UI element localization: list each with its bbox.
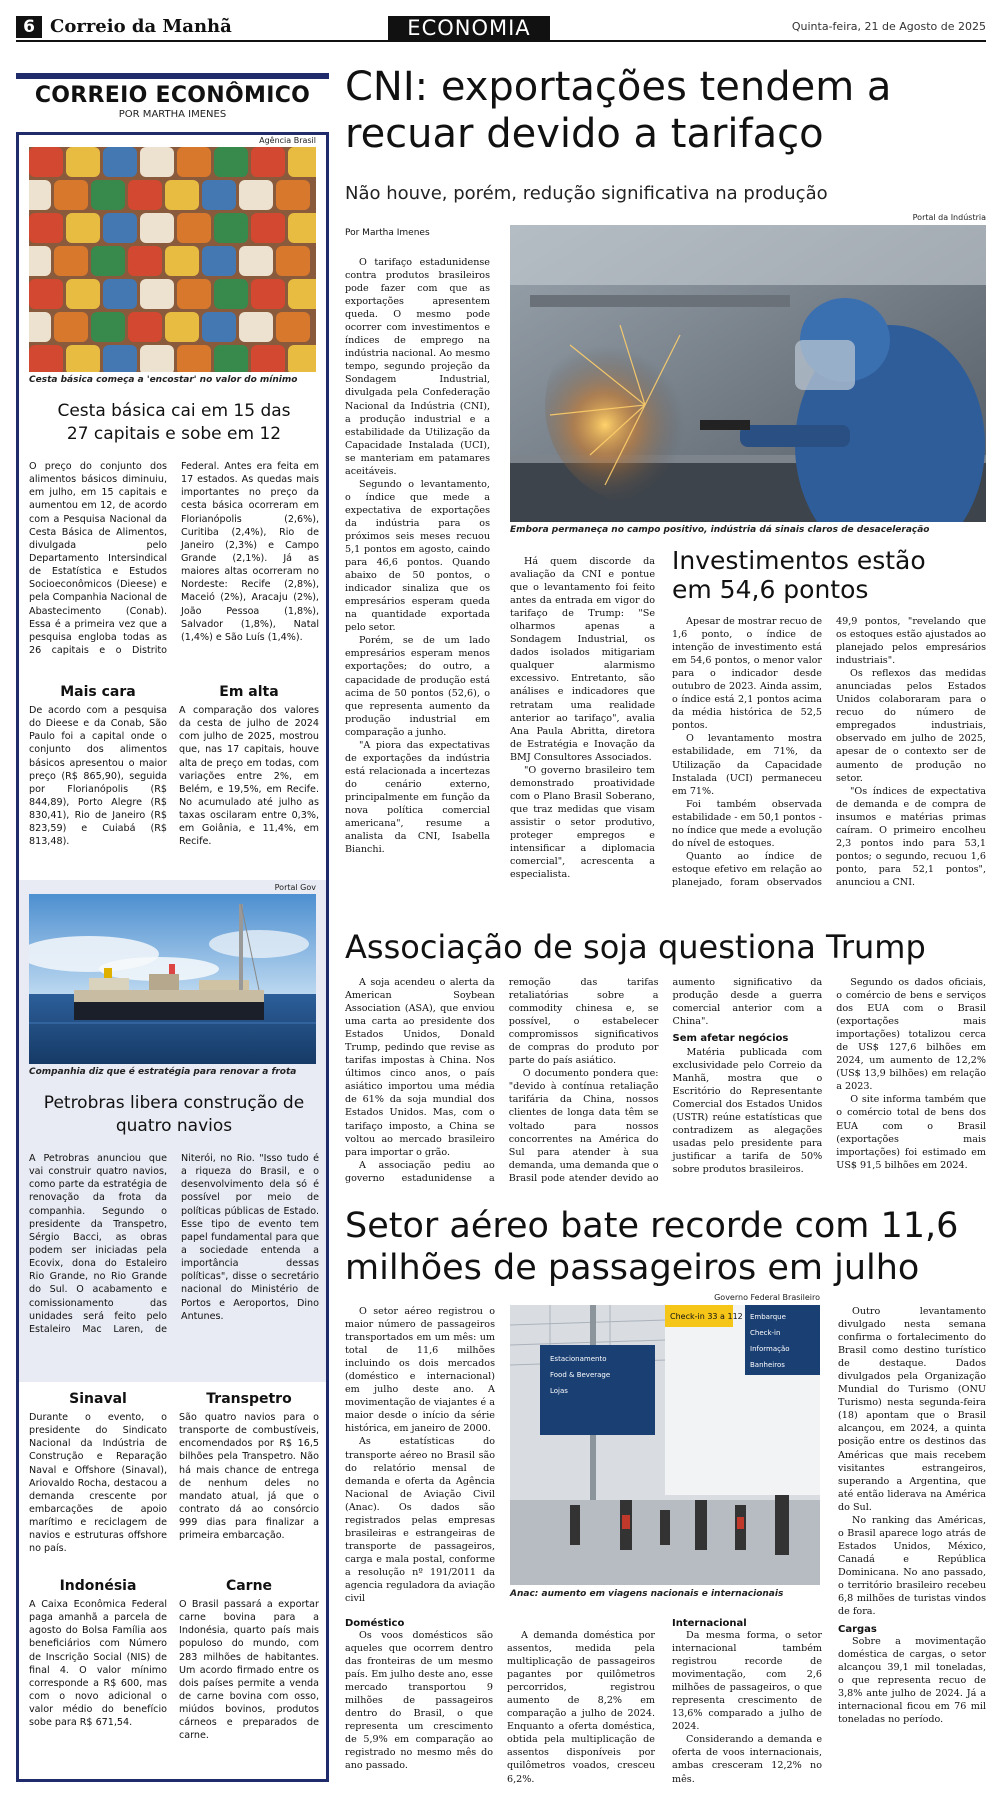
grocery-bag bbox=[214, 147, 248, 177]
grocery-bag bbox=[251, 345, 285, 372]
grocery-bag bbox=[128, 246, 162, 276]
grocery-bag bbox=[66, 147, 100, 177]
paragraph: O setor aéreo registrou o maior número de passageiros transportados em um mês: um total de 11,6 milhões incluindo os dois mercados (doméstico e internacional) em julho deste ano. A movimentação de viajantes é a maior desde o início da série histórica, em janeiro de 2000. bbox=[345, 1306, 495, 1435]
grocery-bag bbox=[288, 147, 316, 177]
sidebar-column bbox=[16, 73, 329, 1787]
airport-photo bbox=[510, 1305, 820, 1585]
sidebar-byline: POR MARTHA IMENES bbox=[118, 109, 227, 120]
brand-name: Correio da Manhã bbox=[50, 16, 232, 37]
ship-photo bbox=[29, 894, 316, 1064]
note-indonesia bbox=[29, 1578, 167, 1729]
note-title: Indonésia bbox=[59, 1578, 137, 1594]
grocery-bag bbox=[202, 246, 236, 276]
paragraph: Apesar de mostrar recuo de 1,6 ponto, o índice de intenção de investimento está em 54,6 pontos, o menor valor para o indicador desde outubro de 2023. Ainda assim, o índice está 2,1 pontos acima da média histórica de 52,5 pontos. bbox=[672, 616, 822, 732]
grocery-bag bbox=[29, 180, 51, 210]
grocery-bag bbox=[29, 147, 63, 177]
grocery-bag bbox=[239, 180, 273, 210]
domestico-section bbox=[345, 1618, 655, 1786]
note-sinaval bbox=[29, 1391, 167, 1556]
internacional-section bbox=[672, 1618, 822, 1786]
grocery-bag bbox=[103, 345, 137, 372]
soja-body bbox=[345, 976, 986, 1194]
food-basket-photo bbox=[29, 147, 316, 372]
sidebar-frame bbox=[16, 132, 329, 1782]
note-title: Sinaval bbox=[69, 1391, 127, 1407]
grocery-bag bbox=[288, 213, 316, 243]
paragraph: O site informa também que o comércio total de bens dos EUA com o Brasil (exportações mais importações) foi estimado em US$ 91,5 bilhões em 2024. bbox=[836, 1094, 986, 1171]
grocery-bag bbox=[103, 213, 137, 243]
paragraph: Matéria publicada com exclusividade pelo Correio da Manhã, mostra que o Escritório do Representante Comercial dos Estados Unidos (USTR) reúne estatísticas que contradizem as alegações usadas pelo presidente para justificar a tarifa de 50% sobre produtos brasileiros. bbox=[672, 1046, 823, 1176]
paragraph: "O governo brasileiro tem demonstrado proatividade com o Plano Brasil Soberano, que traz medidas que visam assistir o setor produtivo, proteger empregos e intensificar a diplomacia comercial", acrescenta a especialista. bbox=[510, 764, 655, 881]
note-body: São quatro navios para o transporte de combustíveis, encomendados por R$ 16,5 bilhões pela Transpetro. Não há mais chance de entrega de nenhum deles no mandato atual, já que o contrato dá ao consórcio 999 dias para finalizar a primeira embarcação. bbox=[179, 1412, 319, 1542]
paragraph: Da mesma forma, o setor internacional também registrou recorde de movimentação, com 2,6 milhões de passageiros, o que representa crescimento de 13,6% comparado a julho de 2024. bbox=[672, 1630, 822, 1733]
paragraph: O tarifaço estadunidense contra produtos brasileiros pode fazer com que as exportações apresentem queda. O mesmo pode ocorrer com investimentos e índices de emprego na indústria nacional. Ao mesmo tempo, segundo projeção da Sondagem Industrial, divulgada pela Confederação Nacional da Indústria (CNI), a produção industrial e a estabilidade da Utilização da Capacidade Instalada (UCI), se manteriam em patamares aceitáveis. bbox=[345, 257, 490, 477]
photo-credit: Portal da Indústria bbox=[912, 213, 986, 222]
paragraph: No ranking das Américas, o Brasil aparece logo atrás de Estados Unidos, México, Canadá e República Dominicana. No ano passado, o território brasileiro recebeu 6,8 milhões de turistas vindos de fora. bbox=[838, 1514, 986, 1618]
note-body: A Caixa Econômica Federal paga amanhã a parcela de agosto do Bolsa Família aos beneficiários com Número de Inscrição Social (NIS) de final 4. O valor mínimo corresponde a R$ 600, mas com o novo adicional o valor médio do benefício sobe para R$ 671,54. bbox=[29, 1599, 167, 1729]
main-byline: Por Martha Imenes bbox=[345, 228, 430, 238]
photo-caption: Cesta básica começa a 'encostar' no valor do mínimo bbox=[29, 375, 298, 385]
sub-heading: Cargas bbox=[838, 1624, 877, 1636]
paragraph: Quanto ao índice de estoque efetivo em relação ao planejado, foram observados 49,9 pontos, "revelando que os estoques estão ajustados ao planejado pelos empresários industriais". bbox=[672, 616, 986, 888]
sign-parking: Estacionamento bbox=[550, 1355, 607, 1363]
sidebar-top-rule bbox=[16, 73, 329, 79]
cargas-body bbox=[838, 1635, 986, 1726]
grocery-bag bbox=[165, 312, 199, 342]
note-carne bbox=[179, 1578, 319, 1743]
grocery-bag bbox=[54, 246, 88, 276]
grocery-bag bbox=[202, 312, 236, 342]
issue-date: Quinta-feira, 21 de Agosto de 2025 bbox=[791, 20, 986, 33]
photo-credit: Portal Gov bbox=[274, 883, 316, 892]
grocery-bag bbox=[29, 345, 63, 372]
grocery-bag bbox=[239, 312, 273, 342]
photo-caption: Embora permaneça no campo positivo, indústria dá sinais claros de desaceleração bbox=[510, 525, 930, 535]
grocery-bag bbox=[177, 147, 211, 177]
turismo-body bbox=[838, 1305, 986, 1618]
box-title: Em alta bbox=[219, 684, 279, 700]
grocery-bag bbox=[214, 345, 248, 372]
paragraph: A demanda doméstica por assentos, medida pela multiplicação de passageiros pagantes por quilômetros percorridos, registrou aumento de 8,2% em comparação a julho de 2024. Enquanto a oferta doméstica, obtida pela multiplicação de assentos disponíveis por quilômetros voados, cresceu 6,2%. bbox=[507, 1630, 655, 1785]
sign-checkin: Check-in 33 a 112 bbox=[670, 1312, 743, 1321]
grocery-bag bbox=[276, 246, 310, 276]
paragraph: A associação pediu ao governo estadunidense a remoção das tarifas retaliatórias sobre a commodity chinesa e, se possível, o estabelecer compromissos significativos de compras do produto por parte do país asiático. bbox=[345, 977, 659, 1184]
main-subhead: Não houve, porém, redução significativa na produção bbox=[345, 183, 828, 204]
box-body: A comparação dos valores da cesta de julho de 2024 com julho de 2025, mostrou que, nas 17 capitais, houve alta de preço em todas, com variações entre 2%, em Belém, e 19,5%, em Recife. No acumulado até julho as taxas oscilaram entre 0,3%, em Goiânia, e 11,4%, em Recife. bbox=[179, 705, 319, 848]
invest-headline: Investimentos estão em 54,6 pontos bbox=[672, 546, 926, 605]
grocery-bag bbox=[140, 345, 174, 372]
grocery-bag bbox=[202, 180, 236, 210]
paragraph: As estatísticas do transporte aéreo no Brasil são do relatório mensal de demanda e oferta da Agência Nacional de Aviação Civil (Anac). Os dados são registrados pelas empresas brasileiras e estrangeiras de transporte de passageiros, carga e mala postal, conforme a resolução nº 191/2011 da agencia reguladora da aviação civil bbox=[345, 1436, 495, 1605]
sub-heading: Internacional bbox=[672, 1618, 747, 1629]
grocery-bag bbox=[165, 246, 199, 276]
grocery-bag bbox=[288, 345, 316, 372]
paragraph: Os voos domésticos são aqueles que ocorrem dentro das fronteiras de um mesmo país. Em julho deste ano, esse mercado transportou 9 milhões de passageiros dentro do Brasil, o que representa um crescimento de 5,9% em comparação ao registrado no mesmo mês do ano passado. bbox=[345, 1630, 493, 1772]
sign-toilets: Banheiros bbox=[750, 1361, 785, 1369]
grocery-bag bbox=[239, 246, 273, 276]
welder-photo bbox=[510, 225, 986, 522]
grocery-bag bbox=[165, 180, 199, 210]
paragraph: O documento pondera que: "devido à contínua retaliação tarifária da China, nossos clientes de longa data têm se voltado para nossos concorrentes na América do Sul para atender à sua demanda, uma demanda que o Brasil pode atender devido ao aumento significativo da produção desde a guerra comercial anterior com a China". bbox=[508, 977, 823, 1184]
grocery-bag bbox=[103, 279, 137, 309]
paragraph: Outro levantamento divulgado nesta semana confirma o fortalecimento do Brasil como destino turístico de destaque. Dados divulgados pela Organização Mundial do Turismo (ONU Turismo) nesta segunda-feira (18) apontam que o Brasil alcançou, em 2024, a quinta posição entre os destinos das Américas que mais recebem visitantes estrangeiros, superando a Argentina, que até então liderava na América do Sul. bbox=[838, 1306, 986, 1513]
story-body: O preço do conjunto dos alimentos básicos diminuiu, em julho, em 15 capitais e aumentou em 12, de acordo com a Pesquisa Nacional da Cesta Básica de Alimentos, divulgada pelo Departamento Intersindical de Estatística e Estudos Socioeconômicos (Dieese) e pela Companhia Nacional de Abastecimento (Conab). Essa é a primeira vez que a pesquisa engloba todas as 26 capitais e o Distrito Federal. Antes era feita em 17 estados. As quedas mais importantes no preço da cesta básica ocorreram em Florianópolis (2,6%), Curitiba (2,4%), Rio de Janeiro (2,3%) e Campo Grande (2,1%). Já as maiores altas ocorreram no Nordeste: Recife (2,8%), Maceió (2%), Aracaju (2%), João Pessoa (1,8%), Salvador (1,8%), Natal (1,4%) e São Luís (1,4%). bbox=[29, 461, 319, 656]
paragraph: Os reflexos das medidas anunciadas pelos Estados Unidos colaboraram para o recuo do número de empregados industriais, observado em julho de 2025, apesar de o contexto ser de aumento de produção no setor. bbox=[836, 668, 986, 784]
aereo-col-1 bbox=[345, 1305, 495, 1605]
box-mais-cara bbox=[29, 684, 167, 849]
grocery-bag bbox=[54, 312, 88, 342]
photo-caption: Anac: aumento em viagens nacionais e internacionais bbox=[510, 1589, 784, 1599]
grocery-bag bbox=[66, 345, 100, 372]
paragraph: Segundo os dados oficiais, o comércio de bens e serviços dos EUA com o Brasil (exportações mais importações) totalizou cerca de US$ 127,6 bilhões em 2024, um aumento de 12,2% (US$ 13,9 bilhões) em relação a 2023. bbox=[836, 977, 986, 1093]
grocery-bag bbox=[251, 279, 285, 309]
grocery-bag bbox=[177, 345, 211, 372]
petrobras-box bbox=[19, 880, 326, 1382]
sign-shops: Lojas bbox=[550, 1387, 568, 1395]
box-title: Mais cara bbox=[60, 684, 136, 700]
sign-boarding: Embarque bbox=[750, 1313, 786, 1321]
note-body: Durante o evento, o presidente do Sindicato Nacional da Indústria de Construção e Reparação Naval e Offshore (Sinaval), Ariovaldo Rocha, destacou a demanda crescente por embarcações de apoio marítimo e reciclagem de navios e estruturas offshore no país. bbox=[29, 1412, 167, 1555]
grocery-bag bbox=[276, 180, 310, 210]
box-em-alta bbox=[179, 684, 319, 849]
aereo-right-column bbox=[838, 1305, 986, 1726]
domestico-body bbox=[345, 1629, 655, 1786]
main-col-1 bbox=[345, 256, 490, 856]
paragraph: A soja acendeu o alerta da American Soybean Association (ASA), que enviou uma carta ao presidente dos Estados Unidos, Donald Trump, pedindo que revise as tarifas impostas à China. Nos últimos cinco anos, o país asiático importou uma média de 61% da soja mundial dos Estados Unidos. Mas, com o tarifaço imposto, a China se voltou ao mercado brasileiro para importar o grão. bbox=[345, 977, 495, 1158]
paragraph: "Os índices de expectativa de demanda e de compra de insumos e matérias primas caíram. O primeiro encolheu 2,3 pontos indo para 53,1 pontos; o segundo, recuou 1,6 ponto, para 52,1 pontos", anunciou a CNI. bbox=[836, 785, 986, 888]
note-transpetro bbox=[179, 1391, 319, 1542]
paragraph: Segundo o levantamento, o índice que mede a expectativa de exportações da indústria para os próximos seis meses recuou 5,1 pontos em agosto, caindo para 46,6 pontos. Quando abaixo de 50 pontos, o indicador sinaliza que os empresários esperam queda na quantidade exportada pelo setor. bbox=[345, 478, 490, 634]
note-title: Carne bbox=[225, 1578, 273, 1594]
paragraph: Há quem discorde da avaliação da CNI e pontue que o levantamento foi feito antes da entrada em vigor do tarifaço de Trump: "Se olharmos apenas a Sondagem Industrial, os dados isolados mitigariam qualquer alarmismo excessivo. Entretanto, são análises e indicadores que retratam uma realidade anterior ao tarifaço", avalia Ana Paula Abritta, diretora de Estratégia e Inovação da BMJ Consultores Associados. bbox=[510, 556, 655, 763]
grocery-bag bbox=[251, 147, 285, 177]
sign-info: Informação bbox=[750, 1345, 790, 1353]
note-body: O Brasil passará a exportar carne bovina para a Indonésia, quarto país mais populoso do mundo, com 283 milhões de habitantes. Um acordo firmado entre os dois países permite a venda de carne bovina com osso, miúdos bovinos, produtos cárneos e preparados de carne. bbox=[179, 1599, 319, 1742]
paragraph: O levantamento mostra estabilidade, em 71%, da Utilização da Capacidade Instalada (UCI) permaneceu em 71%. bbox=[672, 733, 822, 797]
grocery-bag bbox=[140, 147, 174, 177]
grocery-bag bbox=[91, 180, 125, 210]
grocery-bag bbox=[91, 312, 125, 342]
masthead bbox=[16, 16, 986, 42]
paragraph: Foi também observada estabilidade - em 50,1 pontos - no índice que mede a evolução do nível de estoques. bbox=[672, 798, 823, 849]
grocery-bag bbox=[103, 147, 137, 177]
grocery-bag bbox=[91, 246, 125, 276]
grocery-bag bbox=[288, 279, 316, 309]
story-body: A Petrobras anunciou que vai construir quatro navios, como parte da estratégia de renovação da frota da companhia. Segundo o presidente da Transpetro, Sérgio Bacci, as obras podem ser iniciadas pela Ecovix, dona do Estaleiro Rio Grande, no Rio Grande do Sul. O acabamento e comissionamento das unidades será feito pelo Estaleiro Mac Laren, de Niterói, no Rio. "Isso tudo é a riqueza do Brasil, e o desenvolvimento dela só é possível por meio de políticas públicas de Estado. Esse tipo de evento tem papel fundamental para que a sociedade entenda a importância dessas políticas", disse o secretário nacional do Ministério de Portos e Aeroportos, Dino Antunes. bbox=[29, 1153, 319, 1335]
soja-headline: Associação de soja questiona Trump bbox=[345, 928, 926, 966]
photo-credit: Agência Brasil bbox=[259, 136, 316, 145]
story-headline: Cesta básica cai em 15 das 27 capitais e sobe em 12 bbox=[57, 401, 291, 444]
box-body: De acordo com a pesquisa do Dieese e da Conab, São Paulo foi a capital onde o conjunto dos alimentos básicos apresentou o maior preço (R$ 865,90), seguida por Florianópolis (R$ 844,89), Porto Alegre (R$ 830,41), Rio de Janeiro (R$ 823,59) e Cuiabá (R$ 813,48). bbox=[29, 705, 167, 848]
section-label: ECONOMIA bbox=[388, 16, 550, 40]
grocery-bag bbox=[177, 213, 211, 243]
sub-heading: Doméstico bbox=[345, 1618, 405, 1629]
grocery-bag bbox=[140, 213, 174, 243]
grocery-bag bbox=[29, 213, 63, 243]
grocery-bag bbox=[276, 312, 310, 342]
story-headline: Petrobras libera construção de quatro navios bbox=[43, 1093, 305, 1136]
grocery-bag bbox=[54, 180, 88, 210]
paragraph: "A piora das expectativas de exportações da indústria está relacionada a incertezas do cenário externo, principalmente em função da nova política comercial americana", resume a analista da CNI, Isabella Bianchi. bbox=[345, 739, 490, 856]
grocery-bag bbox=[214, 213, 248, 243]
grocery-bag bbox=[251, 213, 285, 243]
grocery-bag bbox=[29, 279, 63, 309]
sign-food: Food & Beverage bbox=[550, 1371, 611, 1379]
paragraph: Porém, se de um lado empresários esperam menos exportações; do outro, a capacidade de produção está acima de 50 pontos (52,6), o que representa aumento da produção industrial em comparação a junho. bbox=[345, 635, 490, 738]
main-headline: CNI: exportações tendem a recuar devido a tarifaço bbox=[345, 64, 892, 157]
grocery-bag bbox=[66, 279, 100, 309]
grocery-bag bbox=[29, 312, 51, 342]
grocery-bag bbox=[128, 180, 162, 210]
grocery-bag bbox=[214, 279, 248, 309]
grocery-bag bbox=[140, 279, 174, 309]
sign-checkin-2: Check-in bbox=[750, 1329, 781, 1337]
sidebar-title: CORREIO ECONÔMICO bbox=[34, 83, 311, 108]
main-col-2 bbox=[510, 555, 655, 881]
photo-credit: Governo Federal Brasileiro bbox=[714, 1293, 820, 1302]
photo-caption: Companhia diz que é estratégia para renovar a frota bbox=[29, 1067, 297, 1077]
page-number: 6 bbox=[16, 16, 42, 38]
grocery-bag bbox=[128, 312, 162, 342]
note-title: Transpetro bbox=[206, 1391, 292, 1407]
grocery-bag bbox=[66, 213, 100, 243]
internacional-body bbox=[672, 1629, 822, 1786]
grocery-bag bbox=[29, 246, 51, 276]
aereo-headline: Setor aéreo bate recorde com 11,6 milhões de passageiros em julho bbox=[345, 1206, 959, 1288]
grocery-bag bbox=[177, 279, 211, 309]
sub-heading: Sem afetar negócios bbox=[672, 1033, 789, 1045]
invest-body bbox=[672, 615, 986, 925]
paragraph: Considerando a demanda e oferta de voos internacionais, ambas cresceram 12,2% no mês. bbox=[672, 1734, 822, 1785]
paragraph: Sobre a movimentação doméstica de cargas, o setor alcançou 39,1 mil toneladas, o que representa recuo de 3,8% ante julho de 2024. Já a internacional ficou em 76 mil toneladas no período. bbox=[838, 1636, 986, 1726]
